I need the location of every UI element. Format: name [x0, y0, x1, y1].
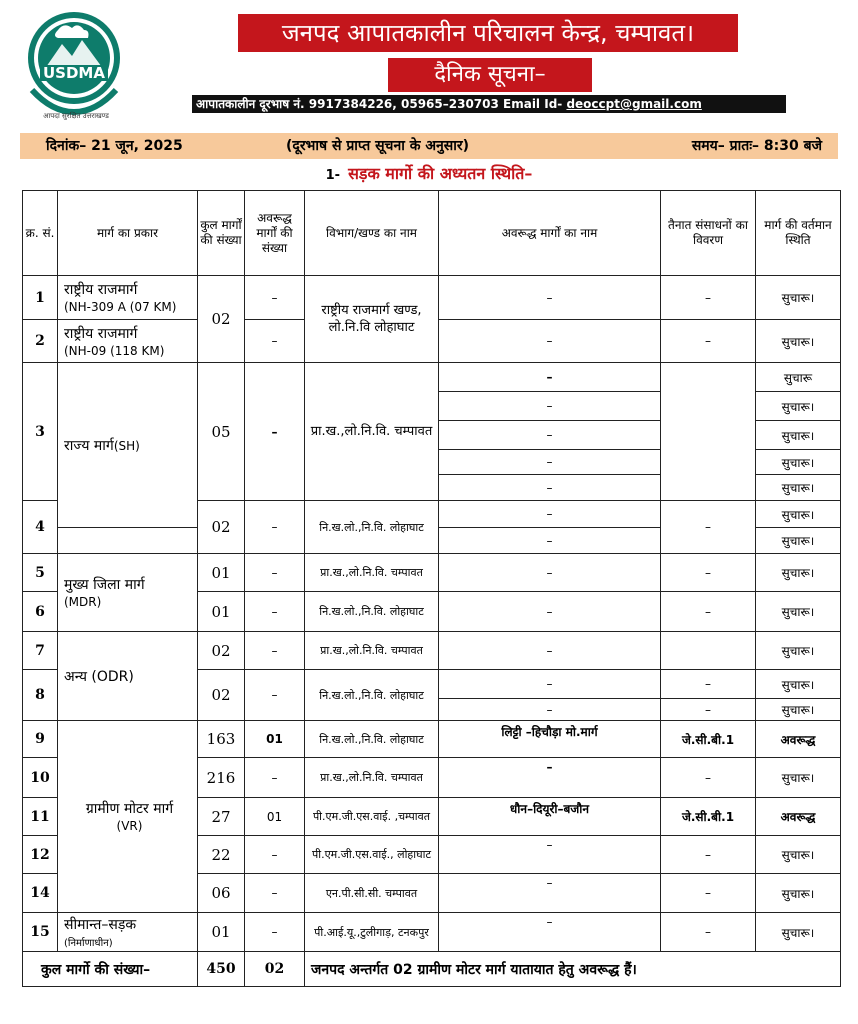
cell-status: सुचारू	[756, 363, 841, 392]
cell-resources	[661, 632, 756, 670]
header-dept: विभाग/खण्ड का नाम	[305, 191, 439, 276]
cell-sno: 5	[23, 554, 58, 592]
cell-total: 27	[198, 798, 245, 836]
section-title: सड़क मार्गो की अध्यतन स्थिति–	[348, 164, 533, 183]
cell-resources: –	[661, 874, 756, 913]
cell-sno: 10	[23, 758, 58, 798]
cell-sno: 7	[23, 632, 58, 670]
logo-text: USDMA	[43, 64, 105, 82]
cell-blocked: –	[245, 758, 305, 798]
cell-sno: 14	[23, 874, 58, 913]
cell-blocked-name: –	[439, 320, 661, 363]
header-sno: क्र. सं.	[23, 191, 58, 276]
cell-type-empty	[58, 528, 198, 554]
cell-resources: –	[661, 913, 756, 952]
cell-blocked-name: –	[439, 421, 661, 450]
cell-resources: –	[661, 501, 756, 554]
type-name: सीमान्त–सड़क	[64, 916, 137, 933]
cell-total: 06	[198, 874, 245, 913]
cell-blocked-name: –	[439, 670, 661, 699]
cell-status: अवरूद्ध	[756, 721, 841, 758]
cell-total: 01	[198, 592, 245, 632]
cell-blocked: –	[245, 874, 305, 913]
contact-info	[192, 95, 786, 113]
cell-blocked-name: –	[439, 528, 661, 554]
cell-dept: राष्ट्रीय राजमार्ग खण्ड, लो.नि.वि लोहाघाट	[305, 276, 439, 363]
cell-dept: नि.ख.लो.,नि.वि. लोहाघाट	[305, 721, 439, 758]
cell-status: सुचारू।	[756, 836, 841, 874]
cell-blocked: –	[245, 836, 305, 874]
type-name: राष्ट्रीय राजमार्ग	[64, 325, 138, 342]
table-row	[23, 632, 841, 670]
cell-total: 216	[198, 758, 245, 798]
type-sub: (NH-09 (118 KM)	[64, 343, 165, 358]
cell-status: सुचारू।	[756, 592, 841, 632]
cell-type	[58, 320, 198, 363]
email-link[interactable]: deoccpt@gmail.com	[566, 97, 702, 111]
cell-blocked-name: –	[439, 874, 661, 913]
cell-type	[58, 363, 198, 528]
cell-resources: –	[661, 554, 756, 592]
report-date: दिनांक– 21 जून, 2025	[46, 138, 183, 154]
cell-total: 01	[198, 554, 245, 592]
type-name: राज्य मार्ग	[64, 437, 114, 454]
cell-total: 01	[198, 913, 245, 952]
cell-dept: पी.आई.यू.,टुलीगाड़, टनकपुर	[305, 913, 439, 952]
type-name: मुख्य जिला मार्ग	[64, 577, 145, 593]
cell-resources: –	[661, 699, 756, 721]
cell-dept: पी.एम.जी.एस.वाई. ,चम्पावत	[305, 798, 439, 836]
cell-dept: एन.पी.सी.सी. चम्पावत	[305, 874, 439, 913]
cell-blocked-name: –	[439, 392, 661, 421]
cell-blocked: –	[245, 554, 305, 592]
table-row	[23, 276, 841, 320]
cell-blocked: –	[245, 913, 305, 952]
cell-blocked-name: –	[439, 475, 661, 501]
cell-resources: –	[661, 592, 756, 632]
cell-status: सुचारू।	[756, 276, 841, 320]
type-sub: (SH)	[113, 438, 140, 453]
cell-blocked-name: –	[439, 699, 661, 721]
cell-status: सुचारू।	[756, 554, 841, 592]
cell-resources: –	[661, 276, 756, 320]
cell-total: 02	[198, 501, 245, 554]
table-row	[23, 913, 841, 952]
cell-blocked: –	[245, 320, 305, 363]
cell-sno: 15	[23, 913, 58, 952]
cell-type	[58, 721, 198, 913]
header-status: मार्ग की वर्तमान स्थिति	[756, 191, 841, 276]
cell-sno: 9	[23, 721, 58, 758]
type-sub: (VR)	[116, 819, 143, 833]
cell-type	[58, 276, 198, 320]
cell-resources: –	[661, 670, 756, 699]
cell-total: 163	[198, 721, 245, 758]
type-name: राष्ट्रीय राजमार्ग	[64, 282, 138, 298]
logo-tagline: आपदा सुरक्षित उत्तराखण्ड	[43, 112, 109, 120]
cell-sno: 6	[23, 592, 58, 632]
table-row	[23, 554, 841, 592]
table-total-row	[23, 952, 841, 987]
type-sub: (निर्माणाधीन)	[64, 937, 113, 949]
table-header-row	[23, 191, 841, 276]
cell-status: सुचारू।	[756, 758, 841, 798]
type-sub: (NH-309 A (07 KM)	[64, 300, 177, 314]
total-note: जनपद अन्तर्गत 02 ग्रामीण मोटर मार्ग यातायात हेतु अवरूद्ध हैं।	[305, 952, 841, 987]
cell-blocked-name: –	[439, 632, 661, 670]
section-heading	[0, 162, 858, 184]
cell-status: सुचारू।	[756, 421, 841, 450]
cell-type	[58, 554, 198, 632]
cell-blocked: –	[245, 363, 305, 501]
cell-status: सुचारू।	[756, 475, 841, 501]
cell-type: अन्य (ODR)	[58, 632, 198, 721]
cell-status: सुचारू।	[756, 450, 841, 475]
usdma-logo	[18, 10, 130, 118]
header-resources: तैनात संसाधनों का विवरण	[661, 191, 756, 276]
cell-blocked: 01	[245, 798, 305, 836]
cell-status: सुचारू।	[756, 699, 841, 721]
cell-blocked-name: –	[439, 592, 661, 632]
cell-total: 22	[198, 836, 245, 874]
cell-blocked: –	[245, 501, 305, 554]
header-total: कुल मार्गों की संख्या	[198, 191, 245, 276]
cell-status: सुचारू।	[756, 320, 841, 363]
cell-blocked: –	[245, 276, 305, 320]
cell-status: सुचारू।	[756, 670, 841, 699]
date-bar	[20, 133, 838, 159]
section-number: 1-	[325, 168, 341, 183]
total-blocked: 02	[245, 952, 305, 987]
cell-sno: 11	[23, 798, 58, 836]
cell-dept: नि.ख.लो.,नि.वि. लोहाघाट	[305, 670, 439, 721]
cell-blocked: –	[245, 632, 305, 670]
table-row	[23, 363, 841, 392]
report-time: समय– प्रातः– 8:30 बजे	[691, 138, 822, 154]
cell-sno: 4	[23, 501, 58, 554]
cell-dept: प्रा.ख.,लो.नि.वि. चम्पावत	[305, 758, 439, 798]
cell-resources: –	[661, 320, 756, 363]
road-status-table	[22, 190, 841, 987]
page-title: जनपद आपातकालीन परिचालन केन्द्र, चम्पावत।	[238, 14, 738, 52]
cell-total: 05	[198, 363, 245, 501]
page-subtitle: दैनिक सूचना–	[388, 58, 592, 92]
cell-dept: नि.ख.लो.,नि.वि. लोहाघाट	[305, 501, 439, 554]
cell-status: सुचारू।	[756, 874, 841, 913]
cell-blocked-name: लिट्टी –हिचौड़ा मो.मार्ग	[439, 721, 661, 758]
cell-status: सुचारू।	[756, 392, 841, 421]
cell-blocked-name: –	[439, 758, 661, 798]
type-name: ग्रामीण मोटर मार्ग	[85, 801, 174, 817]
cell-dept: प्रा.ख.,लो.नि.वि. चम्पावत	[305, 363, 439, 501]
cell-sno: 1	[23, 276, 58, 320]
cell-blocked-name: –	[439, 363, 661, 392]
cell-resources	[661, 363, 756, 501]
cell-dept: प्रा.ख.,लो.नि.वि. चम्पावत	[305, 554, 439, 592]
cell-blocked-name: –	[439, 450, 661, 475]
report-source: (दूरभाष से प्राप्त सूचना के अनुसार)	[286, 138, 470, 154]
cell-blocked-name: –	[439, 836, 661, 874]
table-row	[23, 721, 841, 758]
contact-text: आपातकालीन दूरभाष नं. 9917384226, 05965–230703 Email Id-	[196, 97, 567, 111]
cell-status: सुचारू।	[756, 528, 841, 554]
cell-sno: 8	[23, 670, 58, 721]
cell-resources: –	[661, 836, 756, 874]
header-blocked-name: अवरूद्ध मार्गों का नाम	[439, 191, 661, 276]
cell-total: 02	[198, 276, 245, 363]
header-type: मार्ग का प्रकार	[58, 191, 198, 276]
cell-blocked: –	[245, 592, 305, 632]
cell-resources: –	[661, 758, 756, 798]
cell-dept: पी.एम.जी.एस.वाई., लोहाघाट	[305, 836, 439, 874]
cell-blocked: –	[245, 670, 305, 721]
cell-status: सुचारू।	[756, 913, 841, 952]
cell-sno: 2	[23, 320, 58, 363]
cell-type	[58, 913, 198, 952]
cell-total: 02	[198, 670, 245, 721]
cell-blocked-name: –	[439, 913, 661, 952]
cell-blocked-name: –	[439, 554, 661, 592]
cell-blocked: 01	[245, 721, 305, 758]
cell-blocked-name: धौन–दियूरी–बजौन	[439, 798, 661, 836]
cell-blocked-name: –	[439, 501, 661, 528]
cell-dept: प्रा.ख.,लो.नि.वि. चम्पावत	[305, 632, 439, 670]
cell-dept: नि.ख.लो.,नि.वि. लोहाघाट	[305, 592, 439, 632]
cell-total: 02	[198, 632, 245, 670]
header-blocked: अवरूद्ध मार्गों की संख्या	[245, 191, 305, 276]
cell-status: सुचारू।	[756, 501, 841, 528]
cell-sno: 12	[23, 836, 58, 874]
type-sub: (MDR)	[64, 595, 102, 609]
cell-status: सुचारू।	[756, 632, 841, 670]
cell-resources: जे.सी.बी.1	[661, 721, 756, 758]
cell-sno: 3	[23, 363, 58, 501]
total-roads: 450	[198, 952, 245, 987]
total-label: कुल मार्गो की संख्या–	[23, 952, 198, 987]
cell-resources: जे.सी.बी.1	[661, 798, 756, 836]
cell-status: अवरूद्ध	[756, 798, 841, 836]
cell-blocked-name: –	[439, 276, 661, 320]
